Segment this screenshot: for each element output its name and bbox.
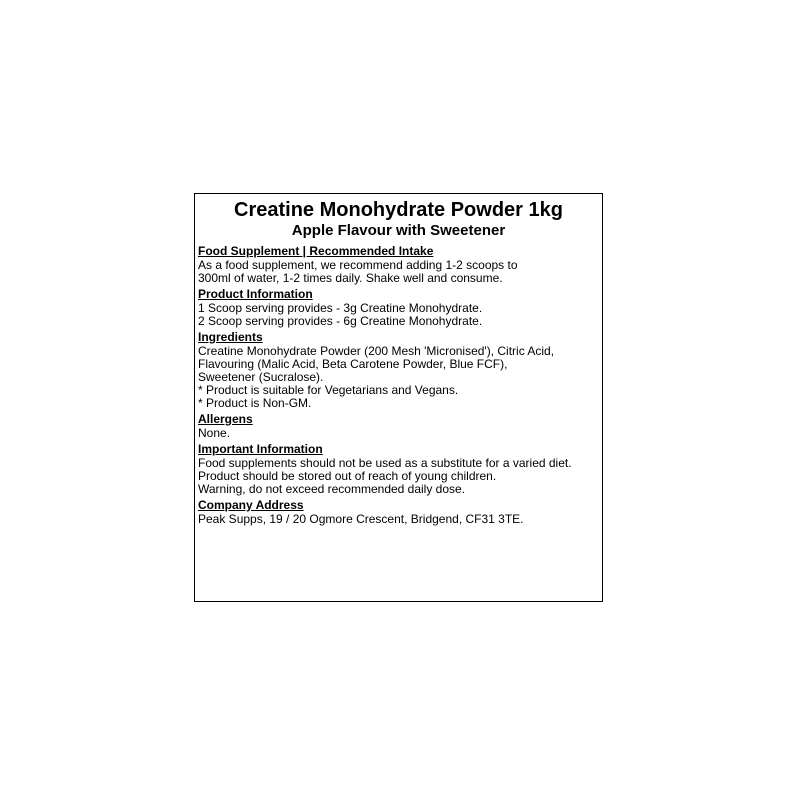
section-text-line: None.	[198, 426, 231, 440]
section-text-line: Peak Supps, 19 / 20 Ogmore Crescent, Bridgend, CF31 3TE.	[198, 512, 524, 526]
section-text-line: 1 Scoop serving provides - 3g Creatine Monohydrate.	[198, 301, 483, 315]
section-text-line: As a food supplement, we recommend adding 1-2 scoops to	[198, 258, 518, 272]
section-ingredients	[198, 330, 599, 410]
section-allergens	[198, 412, 599, 440]
section-heading: Product Information	[198, 287, 313, 301]
product-subtitle: Apple Flavour with Sweetener	[291, 222, 506, 239]
section-text-line: Sweetener (Sucralose).	[198, 370, 324, 384]
section-text-line: Creatine Monohydrate Powder (200 Mesh 'Micronised'), Citric Acid,	[198, 344, 555, 358]
section-heading: Company Address	[198, 498, 304, 512]
product-label	[194, 193, 603, 602]
section-product-information	[198, 287, 599, 328]
section-company-address	[198, 498, 599, 526]
section-recommended-intake	[198, 244, 599, 285]
section-heading: Ingredients	[198, 330, 263, 344]
section-text-line: * Product is Non-GM.	[198, 396, 312, 410]
product-title: Creatine Monohydrate Powder 1kg	[234, 199, 563, 221]
section-text-line: Flavouring (Malic Acid, Beta Carotene Powder, Blue FCF),	[198, 357, 508, 371]
section-heading: Allergens	[198, 412, 253, 426]
section-text-line: * Product is suitable for Vegetarians and Vegans.	[198, 383, 459, 397]
section-important-information	[198, 442, 599, 496]
section-text-line: Product should be stored out of reach of young children.	[198, 469, 497, 483]
section-heading: Food Supplement | Recommended Intake	[198, 244, 434, 258]
section-heading: Important Information	[198, 442, 323, 456]
section-text-line: Warning, do not exceed recommended daily dose.	[198, 482, 466, 496]
section-text-line: 2 Scoop serving provides - 6g Creatine Monohydrate.	[198, 314, 483, 328]
section-text-line: Food supplements should not be used as a substitute for a varied diet.	[198, 456, 572, 470]
section-text-line: 300ml of water, 1-2 times daily. Shake well and consume.	[198, 271, 503, 285]
